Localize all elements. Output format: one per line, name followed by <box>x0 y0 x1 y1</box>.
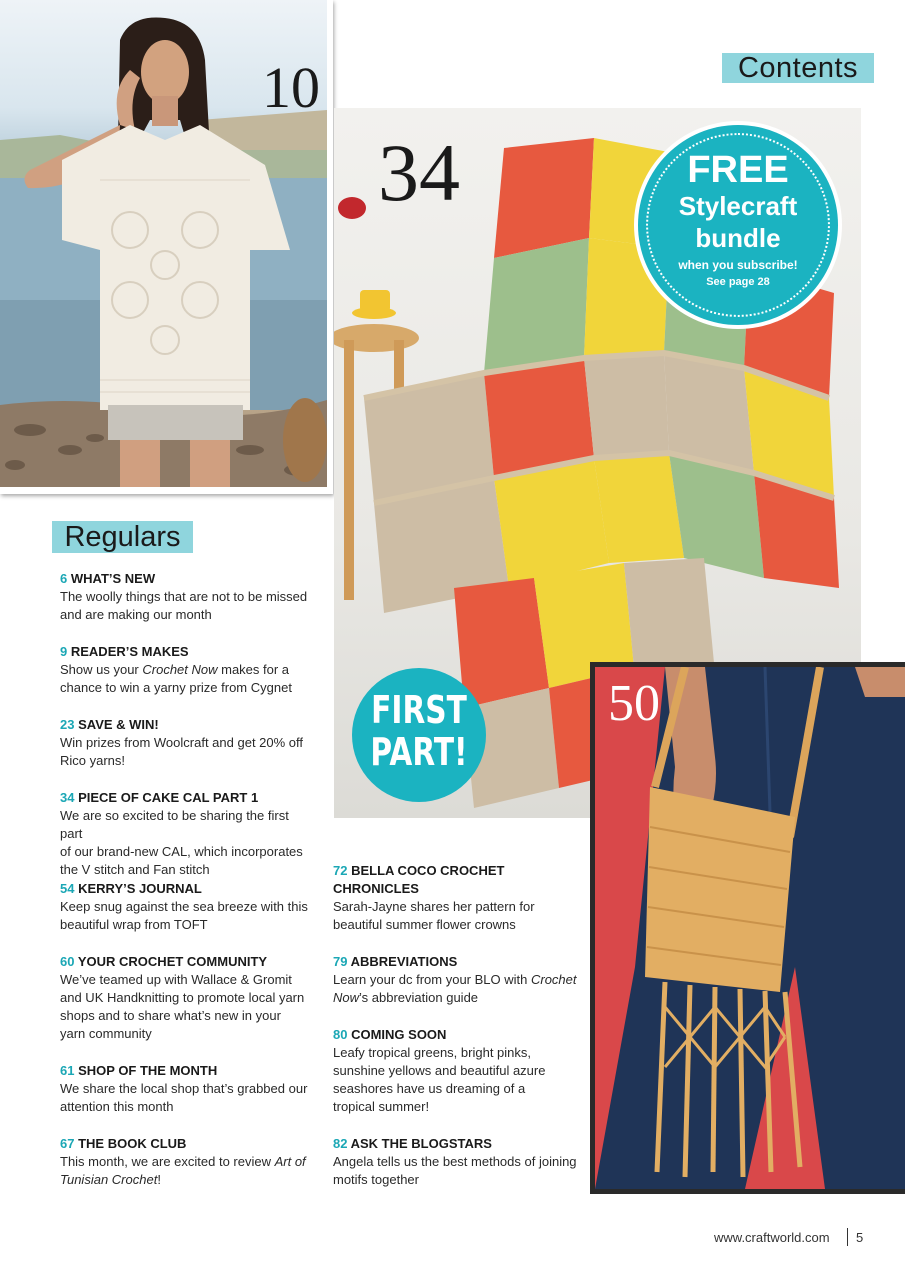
entry-line: sunshine yellows and beautiful azure <box>333 1063 546 1078</box>
tunic-page-number: 10 <box>262 55 320 120</box>
entry-line: and are making our month <box>60 607 212 622</box>
regulars-heading: Regulars <box>52 521 193 553</box>
entry-title: ASK THE BLOGSTARS <box>350 1136 492 1151</box>
entry-line: Tunisian Crochet! <box>60 1172 161 1187</box>
entry-page: 80 <box>333 1027 348 1042</box>
entry-line: shops and to share what’s new in your <box>60 1008 281 1023</box>
entry-line: We share the local shop that’s grabbed our <box>60 1081 308 1096</box>
badge-page-ref: See page 28 <box>706 276 770 288</box>
badge-bundle-text: bundle <box>695 223 781 253</box>
entry-page: 72 <box>333 863 348 878</box>
entry-page: 23 <box>60 717 75 732</box>
badge-brand-text: Stylecraft <box>678 191 798 221</box>
entry-line: motifs together <box>333 1172 419 1187</box>
contents-entry[interactable] <box>60 953 310 1043</box>
entry-title: THE BOOK CLUB <box>78 1136 187 1151</box>
entry-page: 54 <box>60 881 75 896</box>
entry-title: ABBREVIATIONS <box>350 954 458 969</box>
contents-entry[interactable] <box>60 1062 310 1116</box>
entry-title: COMING SOON <box>351 1027 447 1042</box>
entry-title: SAVE & WIN! <box>78 717 159 732</box>
contents-entry[interactable] <box>60 716 310 770</box>
entry-line: Learn your dc from your BLO with Crochet <box>333 972 577 987</box>
contents-entry[interactable] <box>333 953 583 1007</box>
footer-page-number: 5 <box>856 1230 864 1245</box>
footer-divider <box>847 1228 848 1246</box>
entry-line: beautiful summer flower crowns <box>333 917 516 932</box>
entry-line: and UK Handknitting to promote local yarn <box>60 990 305 1005</box>
footer-website-link[interactable]: www.craftworld.com <box>714 1230 830 1245</box>
entry-line: chance to win a yarny prize from Cygnet <box>60 680 292 695</box>
entry-line: Rico yarns! <box>60 753 126 768</box>
entry-line: seashores have us dreaming of a <box>333 1081 526 1096</box>
contents-entry[interactable] <box>60 1135 310 1189</box>
entry-page: 61 <box>60 1063 75 1078</box>
entry-page: 79 <box>333 954 348 969</box>
entry-page: 9 <box>60 644 68 659</box>
first-part-badge <box>352 668 486 802</box>
entry-line: Now’s abbreviation guide <box>333 990 479 1005</box>
entry-line: Sarah-Jayne shares her pattern for <box>333 899 535 914</box>
contents-entry[interactable] <box>60 789 310 879</box>
entry-page: 60 <box>60 954 75 969</box>
contents-entry[interactable] <box>60 570 310 624</box>
entry-line: The woolly things that are not to be missed <box>60 589 308 604</box>
entry-line: yarn community <box>60 1026 152 1041</box>
entry-line: We are so excited to be sharing the first part <box>60 808 289 841</box>
entry-title: WHAT’S NEW <box>70 571 156 586</box>
bag-photo <box>595 667 905 1189</box>
entry-line: We’ve teamed up with Wallace & Gromit <box>60 972 292 987</box>
entry-title: KERRY’S JOURNAL <box>78 881 202 896</box>
badge-subscribe-text: when you subscribe! <box>678 258 798 272</box>
entry-title: PIECE OF CAKE CAL PART 1 <box>78 790 259 805</box>
entry-page: 6 <box>60 571 68 586</box>
entry-page: 82 <box>333 1136 348 1151</box>
contents-heading: Contents <box>722 53 874 83</box>
badge-free-text: FREE <box>687 149 789 191</box>
contents-entry[interactable] <box>333 862 583 934</box>
entry-line: This month, we are excited to review Art of <box>60 1154 306 1169</box>
contents-entry[interactable] <box>60 880 310 934</box>
entry-title: SHOP OF THE MONTH <box>78 1063 218 1078</box>
entry-line: Win prizes from Woolcraft and get 20% off <box>60 735 304 750</box>
entry-line: Angela tells us the best methods of joining <box>333 1154 577 1169</box>
contents-entry[interactable] <box>333 1026 583 1116</box>
entry-line: Show us your Crochet Now makes for a <box>60 662 290 677</box>
entry-page: 67 <box>60 1136 75 1151</box>
contents-entry[interactable] <box>60 643 310 697</box>
entry-line: tropical summer! <box>333 1099 430 1114</box>
entry-line: beautiful wrap from TOFT <box>60 917 208 932</box>
entry-title-cont: CHRONICLES <box>333 881 419 896</box>
bag-page-number: 50 <box>608 675 660 732</box>
entry-line: the V stitch and Fan stitch <box>60 862 210 877</box>
entry-line: Keep snug against the sea breeze with this <box>60 899 308 914</box>
first-part-line2: PART! <box>370 730 468 774</box>
contents-entry[interactable] <box>333 1135 583 1189</box>
entry-line: of our brand-new CAL, which incorporates <box>60 844 303 859</box>
entry-title: YOUR CROCHET COMMUNITY <box>77 954 268 969</box>
entry-line: Leafy tropical greens, bright pinks, <box>333 1045 531 1060</box>
entry-line: attention this month <box>60 1099 174 1114</box>
first-part-line1: FIRST <box>371 688 467 732</box>
entry-title: BELLA COCO CROCHET <box>351 863 505 878</box>
blanket-page-number: 34 <box>378 127 460 218</box>
entry-page: 34 <box>60 790 75 805</box>
free-bundle-badge[interactable] <box>638 125 838 325</box>
entry-title: READER’S MAKES <box>70 644 189 659</box>
